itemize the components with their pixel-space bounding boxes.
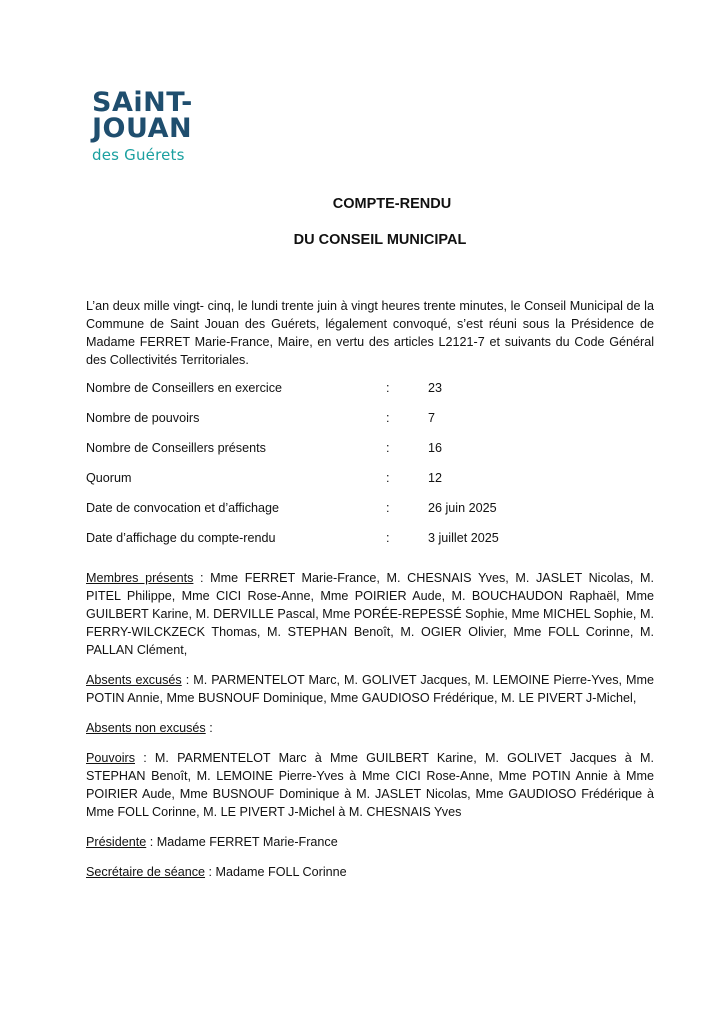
stat-row (86, 409, 654, 439)
stat-value: 23 (428, 381, 443, 395)
president-text: : Madame FERRET Marie-France (146, 835, 338, 849)
absent-unexcused-label: Absents non excusés (86, 721, 206, 735)
stat-label: Nombre de Conseillers présents (86, 441, 266, 455)
stat-colon: : (386, 441, 390, 455)
proxies-label: Pouvoirs (86, 751, 135, 765)
absent-excused-label: Absents excusés (86, 673, 182, 687)
stat-colon: : (386, 381, 390, 395)
intro-paragraph: L’an deux mille vingt- cinq, le lundi trente juin à vingt heures trente minutes, le Conseil Municipal de la Commune de Saint Jouan des Guérets, légalement convoqué, s’est réuni sous la Présidence de Madame FERRET Marie-France, Maire, en vertu des articles L2121-7 et suivants du Code Général des Collectivités Territoriales. (86, 299, 654, 367)
secretary-text: : Madame FOLL Corinne (205, 865, 347, 879)
document-body (86, 297, 654, 893)
stat-value: 7 (428, 411, 436, 425)
absent-excused-text: : M. PARMENTELOT Marc, M. GOLIVET Jacques, M. LEMOINE Pierre-Yves, Mme POTIN Annie, Mme BUSNOUF Dominique, Mme GAUDIOSO Frédérique, M. LE PIVERT J-Michel, (86, 673, 654, 705)
stat-colon: : (386, 531, 390, 545)
stat-value: 26 juin 2025 (428, 501, 497, 515)
stat-label: Date d’affichage du compte-rendu (86, 531, 276, 545)
secretary-label: Secrétaire de séance (86, 865, 206, 879)
stat-colon: : (386, 411, 390, 425)
stat-label: Nombre de Conseillers en exercice (86, 381, 282, 395)
stat-row (86, 529, 654, 559)
stat-row (86, 469, 654, 499)
absent-excused-paragraph (86, 671, 654, 707)
document-header (0, 196, 724, 248)
stat-row (86, 439, 654, 469)
members-present-label: Membres présents (86, 571, 194, 585)
stat-row (86, 379, 654, 409)
stat-row (86, 499, 654, 529)
stat-value: 12 (428, 471, 443, 485)
secretary-paragraph (86, 863, 654, 881)
stat-label: Date de convocation et d’affichage (86, 501, 280, 515)
logo-line-2: JOUAN (92, 113, 193, 144)
document-subtitle: DU CONSEIL MUNICIPAL (293, 232, 467, 248)
absent-unexcused-text: : (205, 721, 213, 735)
stat-value: 16 (428, 441, 443, 455)
stat-colon: : (386, 471, 390, 485)
members-present-text: : Mme FERRET Marie-France, M. CHESNAIS Yves, M. JASLET Nicolas, M. PITEL Philippe, Mme CICI Rose-Anne, Mme POIRIER Aude, M. BOUCHAUDON Raphaël, Mme GUILBERT Karine, M. DERVILLE Pascal, Mme PORÉE-REPESSÉ Sophie, Mme MICHEL Sophie, M. FERRY-WILCKZECK Thomas, M. STEPHAN Benoît, M. OGIER Olivier, Mme FOLL Corinne, M. PALLAN Clément, (86, 571, 654, 657)
stat-value: 3 juillet 2025 (428, 531, 499, 545)
stat-colon: : (386, 501, 390, 515)
document-title: COMPTE-RENDU (332, 196, 452, 212)
logo-line-3: des Guérets (92, 146, 185, 164)
proxies-text: : M. PARMENTELOT Marc à Mme GUILBERT Karine, M. GOLIVET Jacques à M. STEPHAN Benoît, M. LEMOINE Pierre-Yves à Mme CICI Rose-Anne, Mme POTIN Annie à Mme POIRIER Aude, Mme BUSNOUF Dominique à M. JASLET Nicolas, Mme GAUDIOSO Frédérique à Mme FOLL Corinne, M. LE PIVERT J-Michel à M. CHESNAIS Yves (86, 751, 654, 819)
logo-line-1: SAiNT- (92, 87, 193, 118)
president-label: Présidente (86, 835, 147, 849)
stats-list (86, 379, 654, 559)
logo (92, 87, 212, 164)
stat-label: Quorum (86, 471, 132, 485)
stat-label: Nombre de pouvoirs (86, 411, 200, 425)
president-paragraph (86, 833, 654, 851)
proxies-paragraph (86, 749, 654, 821)
members-present-paragraph (86, 569, 654, 659)
absent-unexcused-paragraph (86, 719, 654, 737)
